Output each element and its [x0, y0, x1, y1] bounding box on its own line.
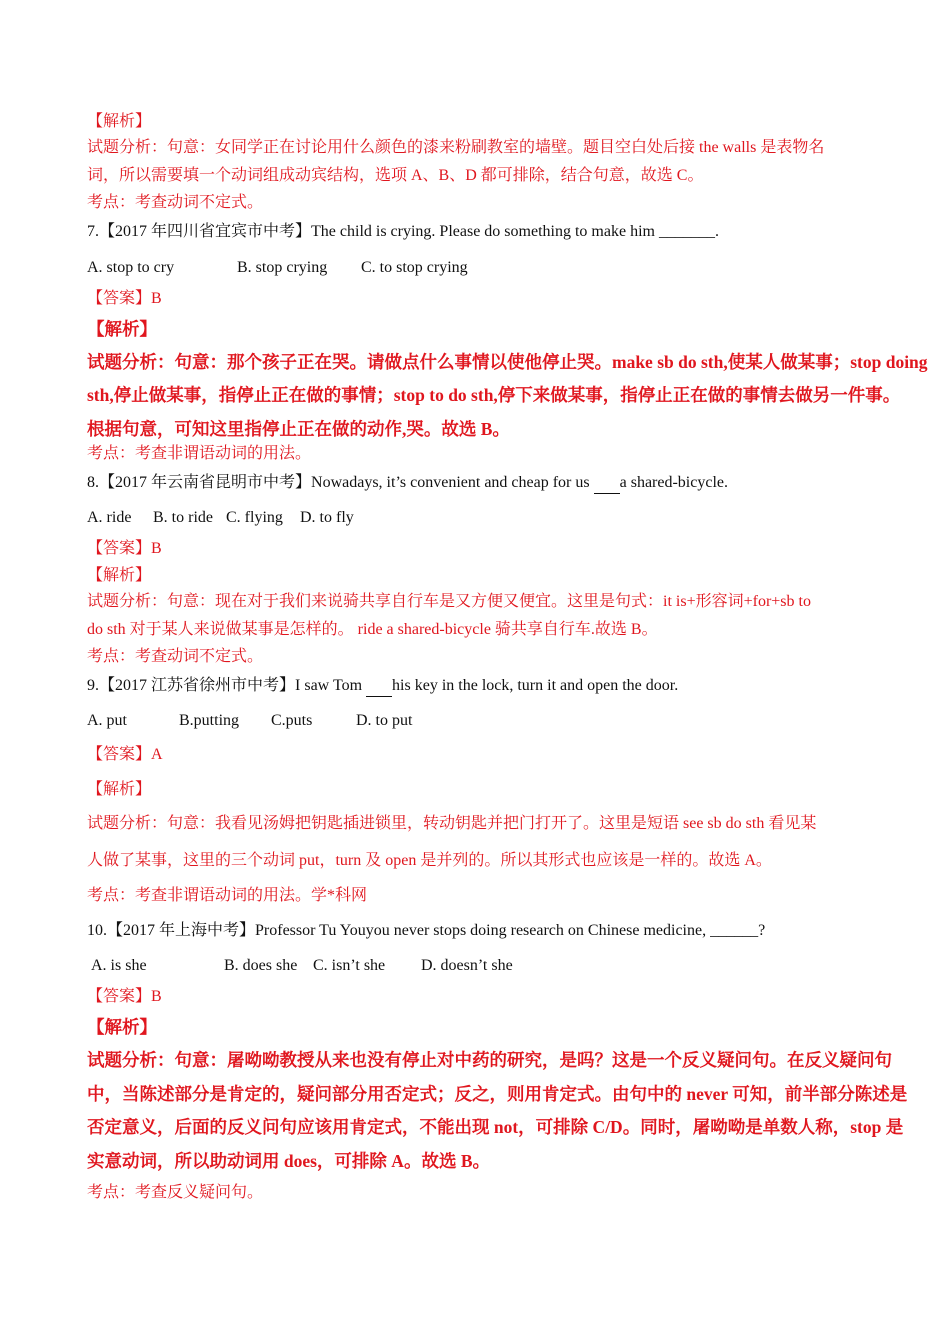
analysis-label: 【解析】 — [87, 1017, 157, 1037]
question-7 — [87, 222, 877, 242]
analysis-text: sth,停止做某事，指停止正在做的事情；stop to do sth,停下来做某事，指停止正在做的事情去做另一件事。 — [87, 385, 901, 405]
analysis-text: 试题分析：句意：现在对于我们来说骑共享自行车是又方便又便宜。这里是句式：it is+形容词+for+sb to — [87, 593, 811, 610]
analysis-text: 试题分析：句意：女同学正在讨论用什么颜色的漆来粉刷教室的墙壁。题目空白处后接 the walls 是表物名 — [87, 139, 825, 156]
option-c: C.puts — [271, 712, 313, 729]
option-b: B. does she — [224, 957, 298, 974]
analysis-label: 【解析】 — [87, 113, 152, 130]
analysis-text: do sth 对于某人来说做某事是怎样的。 ride a shared-bicycle 骑共享自行车.故选 B。 — [87, 621, 658, 638]
answer-label: 【答案】 — [87, 540, 152, 557]
answer-value: B — [151, 540, 162, 557]
option-b: B. stop crying — [237, 259, 328, 276]
option-d: D. to put — [356, 712, 413, 729]
analysis-text: 根据句意，可知这里指停止正在做的动作,哭。故选 B。 — [87, 419, 510, 439]
question-stem: Professor Tu Youyou never stops doing research on Chinese medicine, ______? — [255, 922, 766, 939]
analysis-label: 【解析】 — [87, 567, 152, 584]
question-source: 【2017 年云南省昆明市中考】 — [99, 474, 312, 491]
question-10 — [87, 921, 877, 941]
option-c: C. to stop crying — [361, 259, 468, 276]
question-source: 【2017 江苏省徐州市中考】 — [99, 677, 296, 694]
analysis-text: 试题分析：句意：我看见汤姆把钥匙插进锁里，转动钥匙并把门打开了。这里是短语 see sb do sth 看见某 — [87, 815, 817, 832]
option-d: D. doesn’t she — [421, 957, 513, 974]
answer-blank — [594, 473, 620, 494]
answer-label: 【答案】 — [87, 746, 152, 763]
answer-10 — [87, 987, 877, 1007]
question-number: 7. — [87, 223, 99, 240]
option-a: A. put — [87, 712, 127, 729]
question-stem: Nowadays, it’s convenient and cheap for us — [311, 474, 594, 491]
option-d: D. to fly — [300, 509, 354, 526]
answer-7 — [87, 289, 877, 309]
analysis-label: 【解析】 — [87, 319, 157, 339]
knowledge-point: 考点：考查动词不定式。 — [87, 194, 264, 211]
options-8 — [87, 508, 877, 528]
analysis-label: 【解析】 — [87, 781, 152, 798]
question-number: 10. — [87, 922, 107, 939]
knowledge-point: 考点：考查非谓语动词的用法。 — [87, 445, 312, 462]
answer-value: A — [151, 746, 163, 763]
option-c: C. isn’t she — [313, 957, 386, 974]
question-stem-end: his key in the lock, turn it and open the door. — [392, 677, 679, 694]
answer-9 — [87, 745, 877, 765]
answer-label: 【答案】 — [87, 290, 152, 307]
answer-8 — [87, 539, 877, 559]
question-stem-end: a shared-bicycle. — [619, 474, 728, 491]
option-b: B. to ride — [153, 509, 213, 526]
analysis-text: 实意动词，所以助动词用 does，可排除 A。故选 B。 — [87, 1151, 490, 1171]
analysis-text: 试题分析：句意：那个孩子正在哭。请做点什么事情以使他停止哭。make sb do sth,使某人做某事；stop doing — [87, 352, 928, 372]
analysis-text: 中，当陈述部分是肯定的，疑问部分用否定式；反之，则用肯定式。由句中的 never 可知，前半部分陈述是 — [87, 1084, 908, 1104]
question-source: 【2017 年上海中考】 — [107, 922, 256, 939]
knowledge-point: 考点：考查动词不定式。 — [87, 648, 264, 665]
knowledge-point: 考点：考查反义疑问句。 — [87, 1184, 264, 1201]
question-source: 【2017 年四川省宜宾市中考】 — [99, 223, 312, 240]
answer-value: B — [151, 290, 162, 307]
question-8 — [87, 473, 877, 494]
question-stem: I saw Tom — [295, 677, 367, 694]
question-number: 9. — [87, 677, 99, 694]
analysis-text: 试题分析：句意：屠呦呦教授从来也没有停止对中药的研究，是吗？这是一个反义疑问句。在反义疑问句 — [87, 1050, 892, 1070]
answer-label: 【答案】 — [87, 988, 152, 1005]
question-number: 8. — [87, 474, 99, 491]
options-9 — [87, 711, 877, 731]
options-7 — [87, 258, 877, 278]
question-stem: The child is crying. Please do something to make him _______. — [311, 223, 719, 240]
analysis-text: 词，所以需要填一个动词组成动宾结构，选项 A、B、D 都可排除，结合句意，故选 C。 — [87, 167, 704, 184]
analysis-text: 否定意义，后面的反义问句应该用肯定式，不能出现 not，可排除 C/D。同时，屠呦呦是单数人称，stop 是 — [87, 1117, 904, 1137]
option-a: A. stop to cry — [87, 259, 175, 276]
knowledge-point: 考点：考查非谓语动词的用法。学*科网 — [87, 887, 368, 904]
answer-value: B — [151, 988, 162, 1005]
option-c: C. flying — [226, 509, 283, 526]
answer-blank — [366, 676, 392, 697]
options-10 — [91, 956, 881, 976]
option-a: A. ride — [87, 509, 132, 526]
analysis-text: 人做了某事，这里的三个动词 put，turn 及 open 是并列的。所以其形式也应该是一样的。故选 A。 — [87, 852, 772, 869]
option-b: B.putting — [179, 712, 240, 729]
question-9 — [87, 676, 877, 697]
option-a: A. is she — [91, 957, 147, 974]
